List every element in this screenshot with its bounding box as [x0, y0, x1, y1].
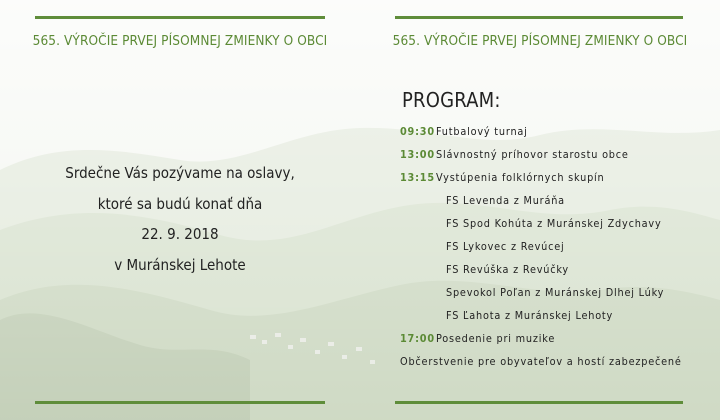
- program-label: Vystúpenia folklórnych skupín: [436, 171, 605, 184]
- bottom-divider: [395, 401, 683, 404]
- program-item: [400, 171, 605, 184]
- program-item: [400, 125, 528, 138]
- program-subitem: [446, 217, 662, 230]
- program-item: [400, 148, 629, 161]
- invitation-date: 22. 9. 2018: [141, 225, 219, 243]
- bottom-divider: [35, 401, 325, 404]
- program-item: [400, 355, 682, 368]
- anniversary-title: 565. VÝROČIE PRVEJ PÍSOMNEJ ZMIENKY O OBCI: [392, 33, 688, 49]
- program-label: Slávnostný príhovor starostu obce: [436, 148, 629, 161]
- program-subitem: [446, 309, 613, 322]
- program-label: FS Lykovec z Revúcej: [446, 240, 565, 253]
- program-time: 13:00: [400, 148, 435, 161]
- program-panel: [360, 0, 720, 420]
- program-subitem: [446, 240, 565, 253]
- program-time: 13:15: [400, 171, 435, 184]
- program-time: 17:00: [400, 332, 435, 345]
- program-subitem: [446, 263, 569, 276]
- program-label: Posedenie pri muzike: [436, 332, 556, 345]
- invitation-text: [20, 158, 340, 280]
- program-subitem: [446, 286, 664, 299]
- program-label: FS Revúška z Revúčky: [446, 263, 569, 276]
- program-heading: PROGRAM:: [402, 88, 501, 112]
- program-subitem: [446, 194, 565, 207]
- program-label: Spevokol Poľan z Muránskej Dlhej Lúky: [446, 286, 665, 299]
- program-label: Futbalový turnaj: [436, 125, 528, 138]
- invitation-line: Srdečne Vás pozývame na oslavy,: [65, 164, 295, 182]
- program-label: Občerstvenie pre obyvateľov a hostí zabezpečené: [400, 355, 682, 368]
- invitation-line: ktoré sa budú konať dňa: [97, 194, 263, 213]
- program-label: FS Ľahota z Muránskej Lehoty: [446, 309, 614, 322]
- program-time: 09:30: [400, 125, 435, 138]
- program-label: FS Levenda z Muráňa: [446, 194, 565, 207]
- anniversary-title: 565. VÝROČIE PRVEJ PÍSOMNEJ ZMIENKY O OBCI: [32, 33, 328, 49]
- top-divider: [395, 16, 683, 19]
- program-label: FS Spod Kohúta z Muránskej Zdychavy: [446, 217, 662, 230]
- program-item: [400, 332, 555, 345]
- top-divider: [35, 16, 325, 19]
- invitation-location: v Muránskej Lehote: [114, 255, 246, 274]
